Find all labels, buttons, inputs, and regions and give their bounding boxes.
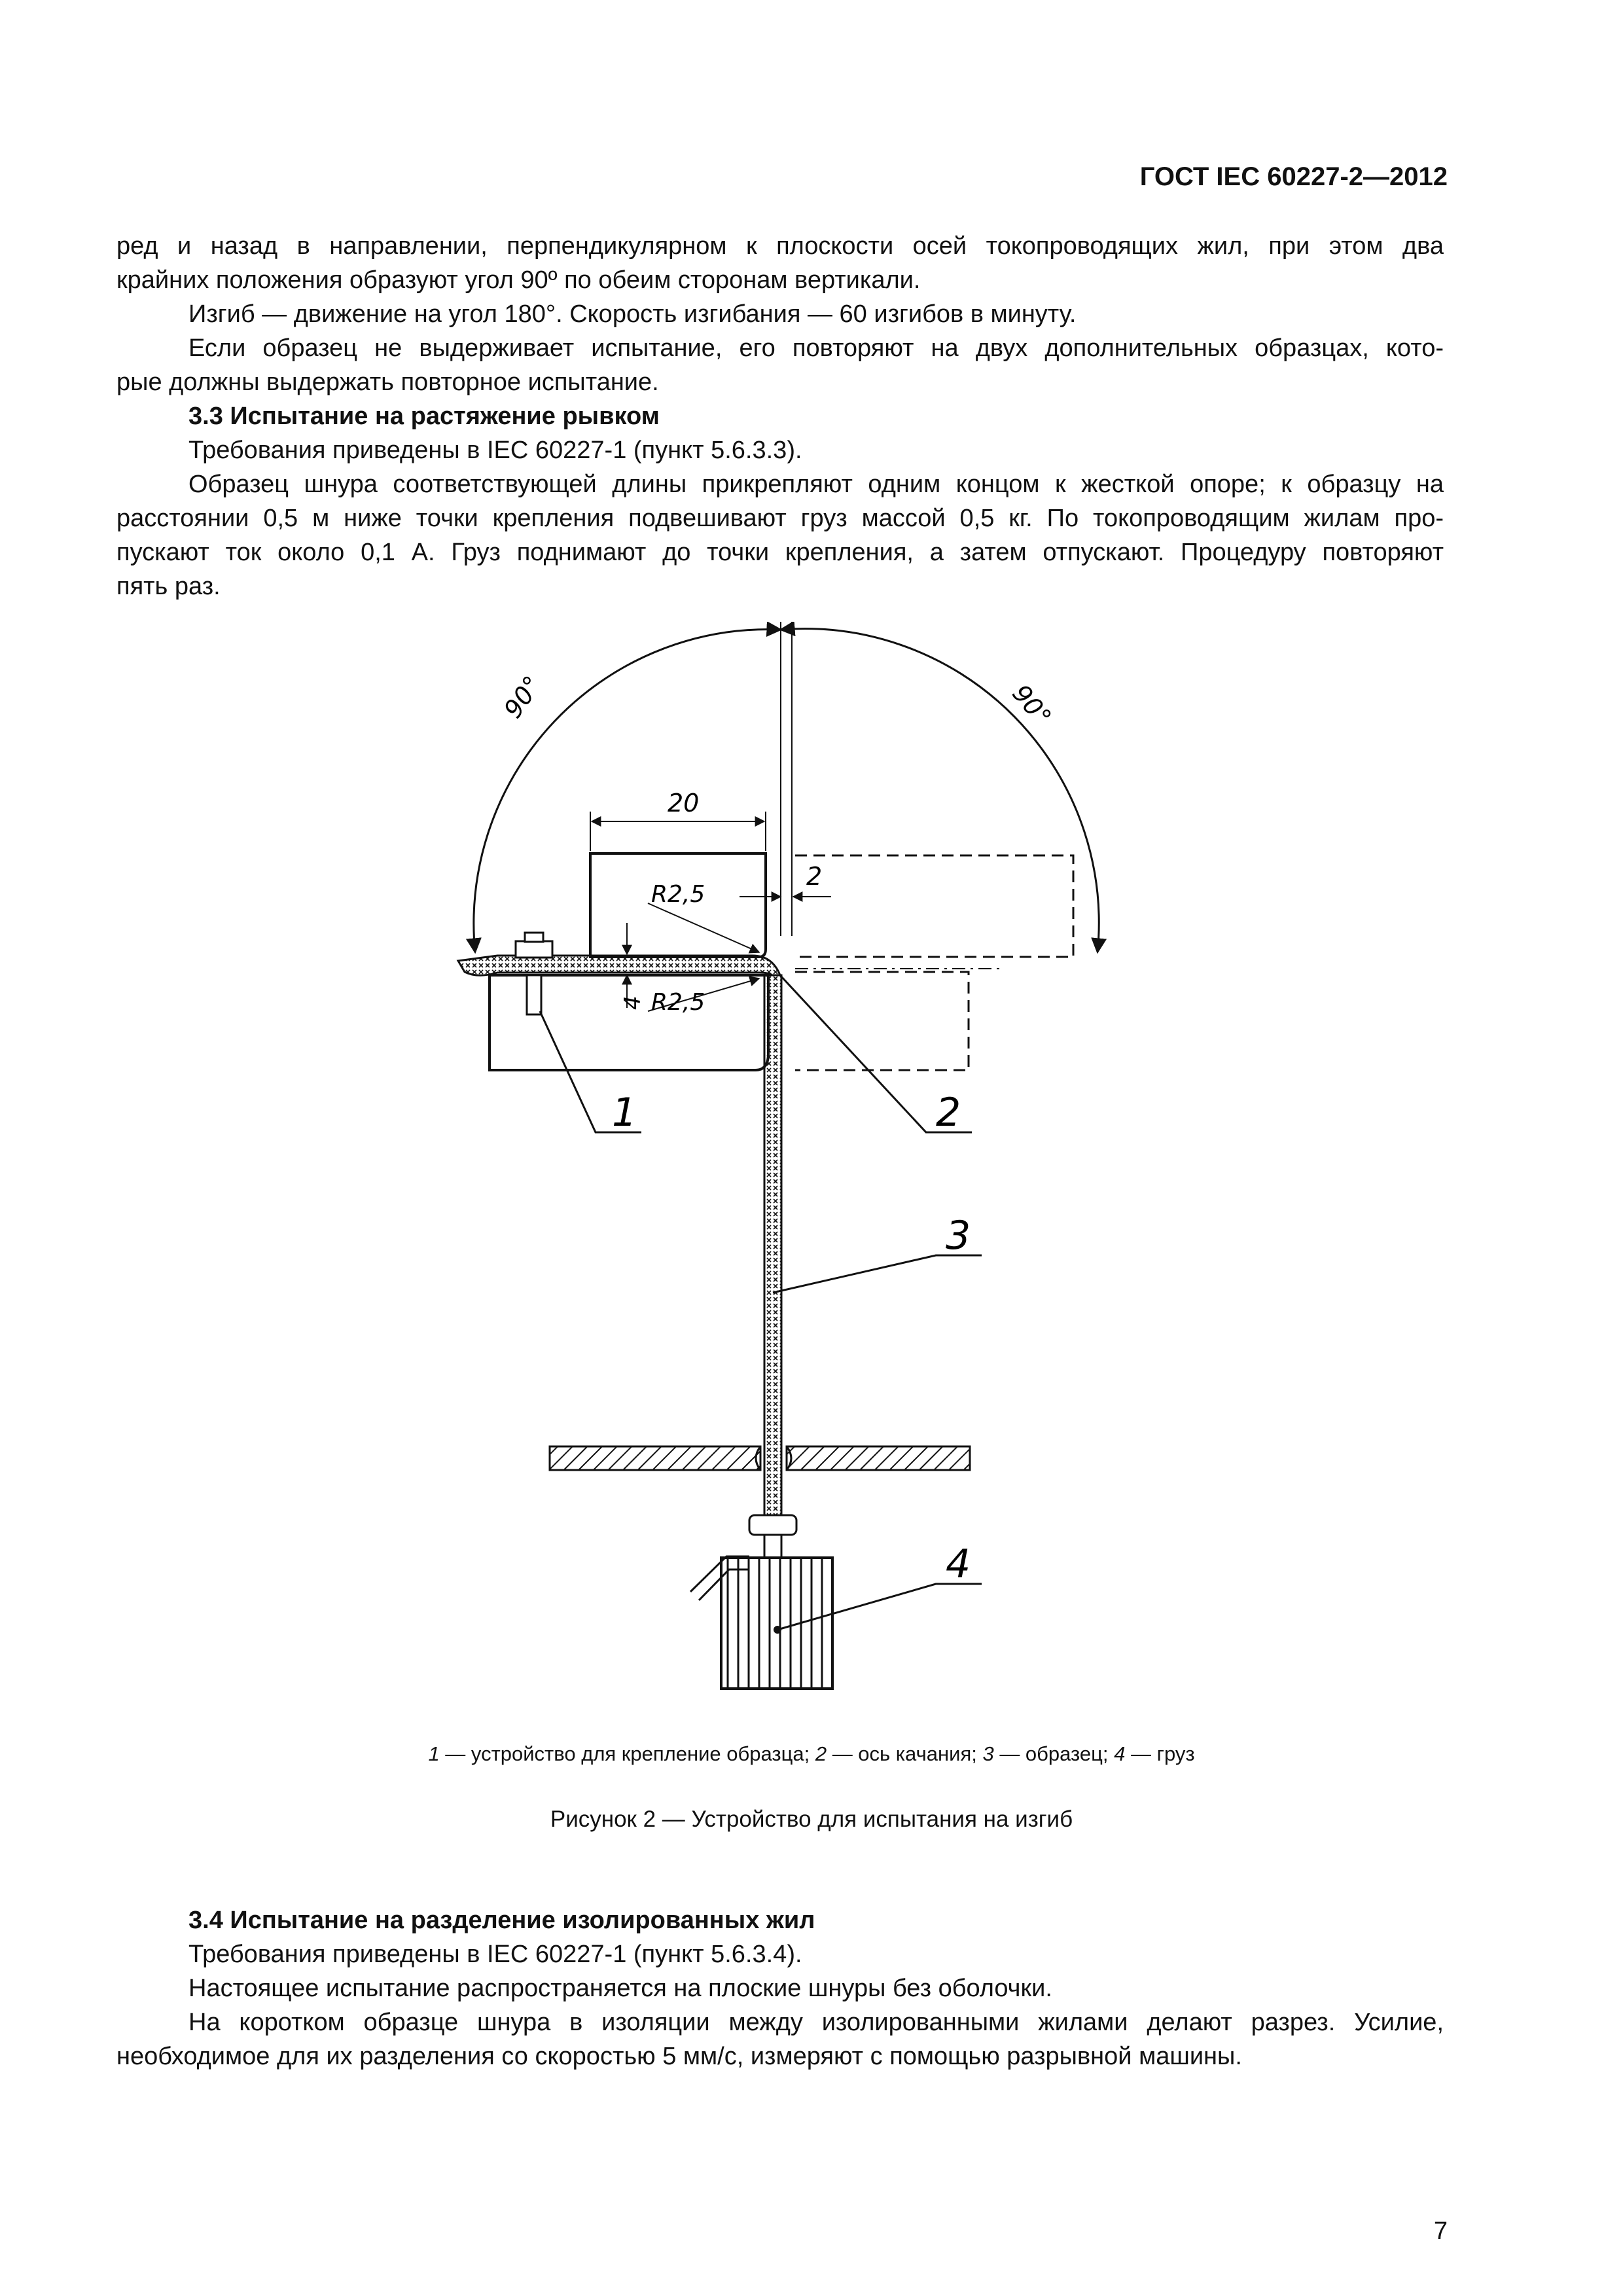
paragraph: Изгиб — движение на угол 180°. Скорость изгибания — 60 изгибов в минуту. <box>188 300 1077 328</box>
paragraph: Настоящее испытание распространяется на плоские шнуры без оболочки. <box>188 1975 1052 2002</box>
callout-3: 3 <box>946 1213 971 1259</box>
radius-label-upper: R2,5 <box>651 881 705 908</box>
legend-num-4: 4 <box>1114 1742 1126 1765</box>
callout-2: 2 <box>936 1090 961 1136</box>
legend-num-1: 1 <box>428 1742 440 1765</box>
angle-label-left: 90° <box>498 670 548 724</box>
paragraph-line: пять раз. <box>116 573 221 600</box>
paragraph-line: Образец шнура соответствующей длины прикрепляют одним концом к жесткой опоре; к образцу на <box>188 471 1444 498</box>
legend-text-1: — устройство для крепление образца; <box>439 1742 815 1765</box>
callout-4: 4 <box>946 1541 971 1587</box>
dimension-label-20: 20 <box>668 789 700 817</box>
dimension-label-2: 2 <box>806 862 823 891</box>
radius-label-lower: R2,5 <box>651 989 705 1016</box>
bend-test-apparatus-drawing <box>419 622 1191 1734</box>
paragraph-line: рые должны выдержать повторное испытание. <box>116 368 659 396</box>
text-block-upper <box>116 229 1444 603</box>
angle-label-right: 90° <box>1007 679 1058 732</box>
clamp-bolt-shaft <box>527 975 541 1014</box>
paragraph: Требования приведены в IEC 60227-1 (пункт 5.6.3.3). <box>188 437 802 464</box>
clamp-swung-upper <box>795 855 1073 957</box>
paragraph-line: пускают ток около 0,1 А. Груз поднимают до точки крепления, а затем отпускают. Процедуру повторяют <box>116 539 1444 566</box>
cord-vertical-specimen <box>764 975 781 1515</box>
weight-rod <box>764 1535 781 1558</box>
weight-nut <box>749 1515 796 1535</box>
callout-1: 1 <box>612 1090 637 1136</box>
text-block-lower <box>116 1903 1444 2073</box>
callout-leader-3 <box>773 1255 982 1293</box>
paragraph-line: необходимое для их разделения со скоростью 5 мм/с, измеряют с помощью разрывной машины. <box>116 2043 1242 2070</box>
legend-text-2: — ось качания; <box>827 1742 983 1765</box>
legend-text-4: — груз <box>1125 1742 1195 1765</box>
page-number: 7 <box>1433 2217 1448 2245</box>
paragraph: Требования приведены в IEC 60227-1 (пункт 5.6.3.4). <box>188 1941 802 1968</box>
figure-legend <box>0 1742 1623 1766</box>
section-heading-3-3: 3.3 Испытание на растяжение рывком <box>188 403 660 430</box>
weight-body <box>721 1558 832 1689</box>
support-plate-left <box>550 1446 760 1470</box>
section-heading-3-4: 3.4 Испытание на разделение изолированных жил <box>188 1907 815 1934</box>
paragraph-line: крайних положения образуют угол 90º по обеим сторонам вертикали. <box>116 266 921 294</box>
paragraph-line: ред и назад в направлении, перпендикулярном к плоскости осей токопроводящих жил, при этом два <box>116 232 1444 260</box>
angle-arc-right <box>781 629 1099 952</box>
legend-num-3: 3 <box>982 1742 994 1765</box>
dimension-label-4: 4 <box>620 996 646 1010</box>
clamp-bolt-head <box>516 941 552 958</box>
figure-caption: Рисунок 2 — Устройство для испытания на изгиб <box>550 1806 1073 1832</box>
document-id: ГОСТ IEC 60227-2—2012 <box>1139 162 1448 191</box>
paragraph-line: расстоянии 0,5 м ниже точки крепления подвешивают груз массой 0,5 кг. По токопроводящим жилам про- <box>116 505 1444 532</box>
paragraph-line: Если образец не выдерживает испытание, его повторяют на двух дополнительных образцах, кото- <box>188 334 1444 362</box>
paragraph-line: На коротком образце шнура в изоляции между изолированными жилами делают разрез. Усилие, <box>188 2009 1444 2036</box>
clamp-swung-lower <box>795 972 969 1070</box>
legend-text-3: — образец; <box>993 1742 1115 1765</box>
cord-horizontal <box>458 956 780 975</box>
support-plate-right <box>787 1446 970 1470</box>
legend-num-2: 2 <box>815 1742 827 1765</box>
